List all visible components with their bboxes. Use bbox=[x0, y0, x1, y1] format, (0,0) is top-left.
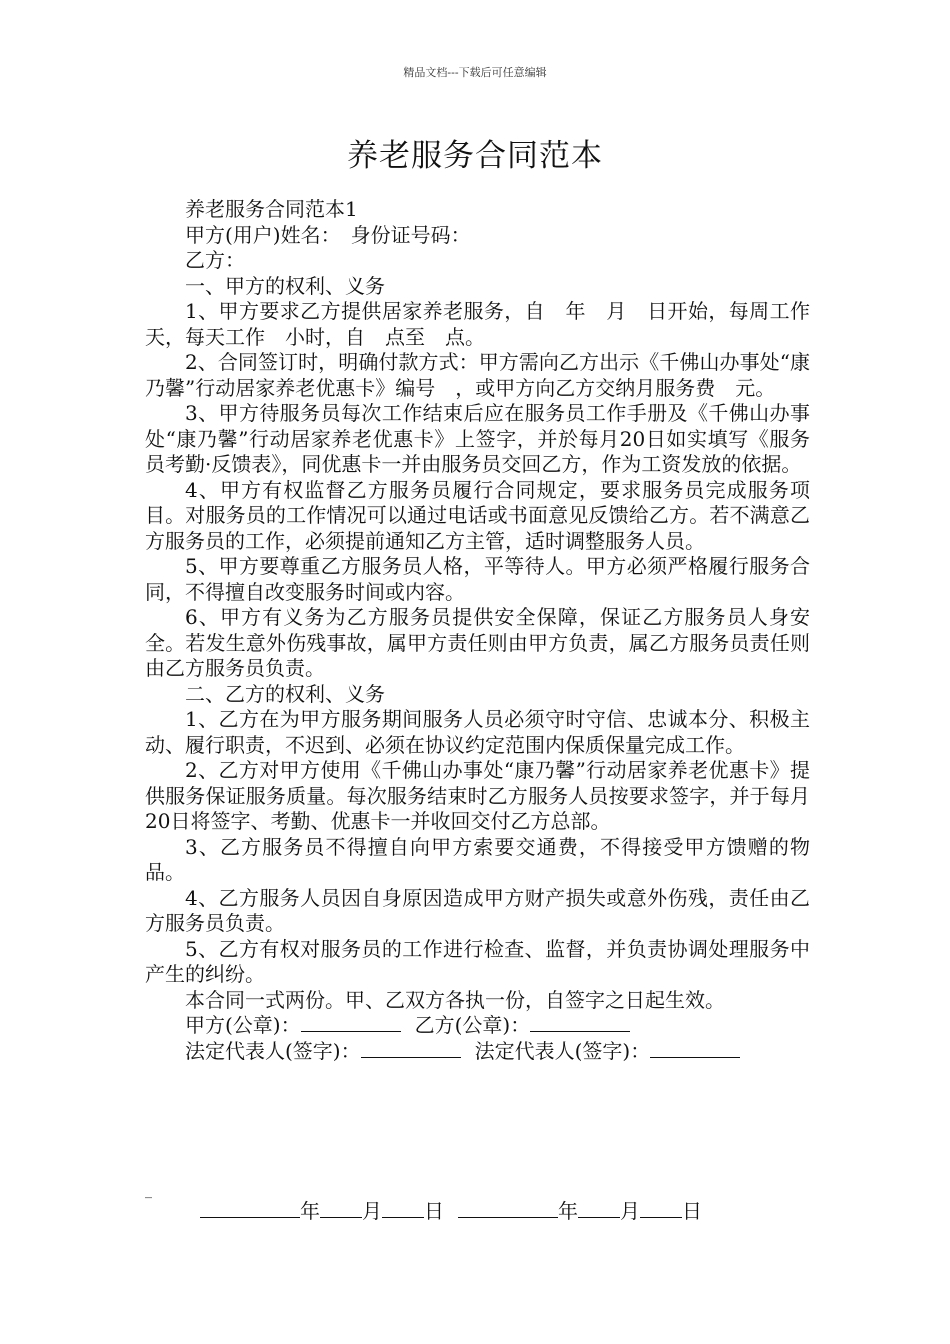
clause-b4: 4、乙方服务人员因自身原因造成甲方财产损失或意外伤残，责任由乙方服务员负责。 bbox=[145, 885, 810, 935]
clause-a5: 5、甲方要尊重乙方服务员人格，平等待人。甲方必须严格履行服务合同，不得擅自改变服务时间或内容。 bbox=[145, 554, 810, 604]
rep-a-blank[interactable] bbox=[361, 1039, 461, 1058]
date-a-day-blank[interactable] bbox=[382, 1199, 424, 1218]
date-a-year-blank[interactable] bbox=[200, 1199, 300, 1218]
clause-b5: 5、乙方有权对服务员的工作进行检查、监督，并负责协调处理服务中产生的纠纷。 bbox=[145, 936, 810, 986]
date-b-year-label: 年 bbox=[558, 1199, 578, 1223]
seal-a-label: 甲方(公章)： bbox=[185, 1013, 301, 1037]
clause-a1: 1、甲方要求乙方提供居家养老服务，自 年 月 日开始，每周工作 天，每天工作 小时，自 点至 点。 bbox=[145, 299, 830, 349]
date-b-month-label: 月 bbox=[620, 1199, 640, 1223]
section-heading-party-b: 二、乙方的权利、义务 bbox=[185, 681, 385, 706]
page-header: 精品文档---下载后可任意编辑 bbox=[403, 66, 547, 79]
rep-b-label: 法定代表人(签字)： bbox=[474, 1038, 651, 1063]
date-b-month-blank[interactable] bbox=[578, 1199, 620, 1218]
document-body bbox=[145, 197, 830, 1064]
date-b-day-label: 日 bbox=[682, 1199, 702, 1223]
seal-a-blank[interactable] bbox=[301, 1013, 401, 1032]
clause-b3: 3、乙方服务员不得擅自向甲方索要交通费，不得接受甲方馈赠的物品。 bbox=[145, 834, 810, 884]
date-a-day-label: 日 bbox=[424, 1199, 444, 1223]
document-subtitle: 养老服务合同范本1 bbox=[185, 197, 358, 221]
date-a-month-blank[interactable] bbox=[320, 1199, 362, 1218]
seal-b-label: 乙方(公章)： bbox=[414, 1013, 531, 1037]
party-b-line: 乙方： bbox=[185, 248, 245, 272]
representative-line bbox=[145, 1039, 810, 1065]
date-line bbox=[200, 1195, 702, 1224]
clause-a6: 6、甲方有义务为乙方服务员提供安全保障，保证乙方服务员人身安全。若发生意外伤残事故，属甲方责任则由甲方负责，属乙方服务员责任则由乙方服务员负责。 bbox=[145, 605, 810, 680]
party-a-line: 甲方(用户)姓名： 身份证号码： bbox=[185, 222, 471, 247]
document-title: 养老服务合同范本 bbox=[347, 138, 603, 174]
date-a-month-label: 月 bbox=[362, 1199, 382, 1223]
seal-b-blank[interactable] bbox=[530, 1013, 630, 1032]
clause-a3: 3、甲方待服务员每次工作结束后应在服务员工作手册及《千佛山办事处“康乃馨”行动居家养老优惠卡》上签字，并於每月20日如实填写《服务员考勤·反馈表》，同优惠卡一并由服务员交回乙方，作为工资发放的依据。 bbox=[145, 401, 810, 476]
seal-line bbox=[145, 1013, 810, 1039]
closing-statement: 本合同一式两份。甲、乙双方各执一份，自签字之日起生效。 bbox=[185, 987, 725, 1012]
date-b-day-blank[interactable] bbox=[640, 1199, 682, 1218]
section-heading-party-a: 一、甲方的权利、义务 bbox=[185, 273, 385, 298]
rep-b-blank[interactable] bbox=[650, 1039, 740, 1058]
clause-a4: 4、甲方有权监督乙方服务员履行合同规定，要求服务员完成服务项目。对服务员的工作情况可以通过电话或书面意见反馈给乙方。若不满意乙方服务员的工作，必须提前通知乙方主管，适时调整服务人员。 bbox=[145, 477, 810, 553]
date-b-year-blank[interactable] bbox=[458, 1199, 558, 1218]
clause-b1: 1、乙方在为甲方服务期间服务人员必须守时守信、忠诚本分、积极主动、履行职责，不迟到、必须在协议约定范围内保质保量完成工作。 bbox=[145, 707, 810, 757]
clause-b2: 2、乙方对甲方使用《千佛山办事处“康乃馨”行动居家养老优惠卡》提供服务保证服务质量。每次服务结束时乙方服务人员按要求签字，并于每月20日将签字、考勤、优惠卡一并收回交付乙方总部。 bbox=[145, 758, 810, 833]
clause-a2: 2、合同签订时，明确付款方式：甲方需向乙方出示《千佛山办事处“康乃馨”行动居家养老优惠卡》编号 ，或甲方向乙方交纳月服务费 元。 bbox=[145, 350, 810, 400]
stray-underscore: _ bbox=[145, 1183, 152, 1199]
rep-a-label: 法定代表人(签字)： bbox=[185, 1038, 361, 1063]
date-a-year-label: 年 bbox=[300, 1199, 320, 1223]
